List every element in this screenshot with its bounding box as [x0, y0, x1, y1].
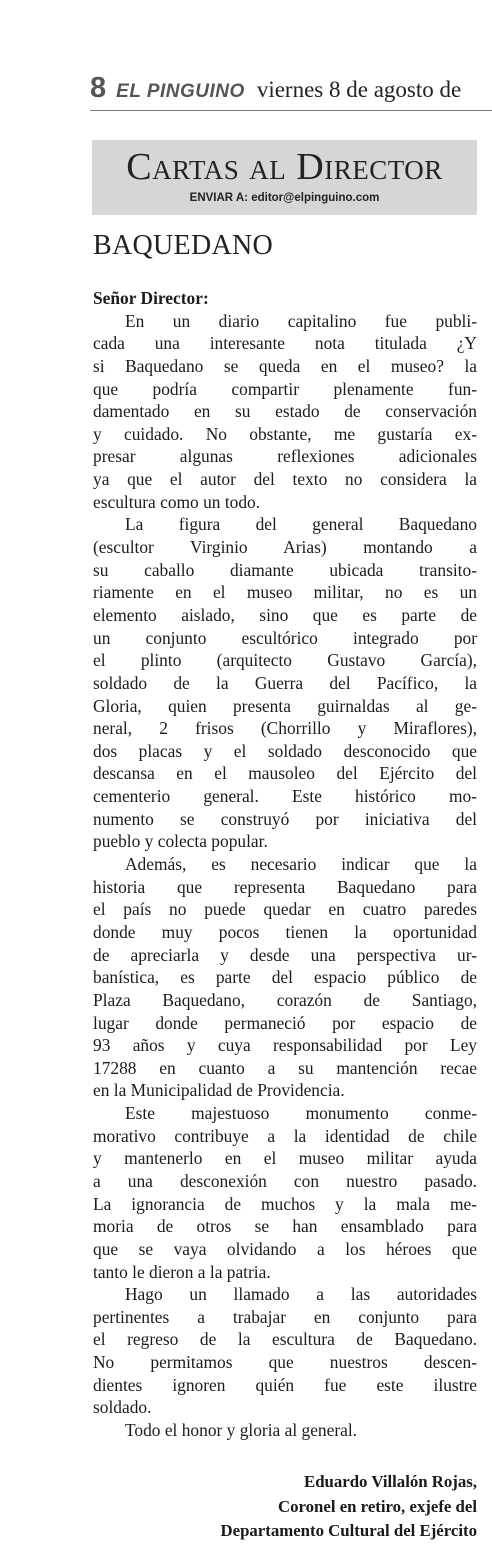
body-line: No permitamos que nuestros descen-: [93, 1352, 477, 1373]
body-line: que se vaya olvidando a los héroes que: [93, 1238, 477, 1259]
body-line: descansa en el mausoleo del Ejército del: [93, 763, 477, 784]
body-line: soldado de la Guerra del Pacífico, la: [93, 672, 477, 693]
body-line: La figura del general Baquedano: [125, 514, 477, 535]
body-line: si Baquedano se queda en el museo? la: [93, 355, 477, 376]
page-header: [90, 72, 492, 108]
body-line: pertinentes a trabajar en conjunto para: [93, 1306, 477, 1327]
body-line: (escultor Virginio Arias) montando a: [93, 537, 477, 558]
body-line: y mantenerlo en el museo militar ayuda: [93, 1148, 477, 1169]
signature-name: Eduardo Villalón Rojas,: [304, 1472, 477, 1491]
body-line: dientes ignoren quién fue este ilustre: [93, 1374, 477, 1395]
body-line: el regreso de la escultura de Baquedano.: [93, 1329, 477, 1350]
body-line: escultura como un todo.: [93, 491, 261, 512]
body-line: ya que el autor del texto no considera la: [93, 469, 477, 490]
body-line: banística, es parte del espacio público de: [93, 967, 477, 988]
body-line: elemento aislado, sino que es parte de: [93, 604, 477, 625]
section-banner: [92, 140, 477, 215]
body-line: 93 años y cuya responsabilidad por Ley: [93, 1035, 477, 1056]
signature-department: Departamento Cultural del Ejército: [220, 1521, 477, 1540]
body-line: en la Municipalidad de Providencia.: [93, 1080, 345, 1101]
body-line: cementerio general. Este histórico mo-: [93, 786, 477, 807]
body-line: que podría compartir plenamente fun-: [93, 378, 477, 399]
body-line: numento se construyó por iniciativa del: [93, 808, 477, 829]
article-body: [93, 287, 477, 1442]
body-line: La ignorancia de muchos y la mala me-: [93, 1193, 477, 1214]
body-line: Además, es necesario indicar que la: [125, 854, 477, 875]
section-title: Cartas al Director: [126, 146, 443, 188]
body-line: cada una interesante nota titulada ¿Y: [93, 333, 477, 354]
body-line: damentado en su estado de conservación: [93, 401, 477, 422]
body-line: Gloria, quien presenta guirnaldas al ge-: [93, 695, 477, 716]
section-subtitle: ENVIAR A: editor@elpinguino.com: [189, 192, 380, 204]
body-line: En un diario capitalino fue publi-: [125, 310, 477, 331]
page-number: 8: [90, 72, 107, 104]
header-rule: [90, 110, 492, 111]
body-line: y cuidado. No obstante, me gustaría ex-: [93, 423, 477, 444]
issue-date: viernes 8 de agosto de: [256, 77, 462, 102]
body-line: riamente en el museo militar, no es un: [93, 582, 477, 603]
body-line: neral, 2 frisos (Chorrillo y Miraflores),: [93, 718, 477, 739]
body-line: morativo contribuye a la identidad de chile: [93, 1125, 477, 1146]
body-line: 17288 en cuanto a su mantención recae: [93, 1057, 477, 1078]
body-line: a una desconexión con nuestro pasado.: [93, 1170, 477, 1191]
body-line: donde muy pocos tienen la oportunidad: [93, 921, 477, 942]
body-line: de apreciarla y desde una perspectiva ur-: [93, 944, 477, 965]
body-line: presar algunas reflexiones adicionales: [93, 446, 477, 467]
body-line: Hago un llamado a las autoridades: [125, 1284, 477, 1305]
body-line: el país no puede quedar en cuatro paredes: [93, 899, 477, 920]
body-line: dos placas y el soldado desconocido que: [93, 740, 477, 761]
signature-role: Coronel en retiro, exjefe del: [278, 1496, 477, 1516]
article-headline: BAQUEDANO: [93, 230, 274, 261]
newspaper-brand: EL PINGUINO: [116, 81, 245, 102]
body-line: soldado.: [93, 1397, 152, 1418]
salutation-line: Señor Director:: [93, 288, 209, 308]
body-line: historia que representa Baquedano para: [93, 876, 477, 897]
body-line: Este majestuoso monumento conme-: [125, 1103, 477, 1124]
body-line: Plaza Baquedano, corazón de Santiago,: [93, 989, 477, 1010]
body-line: pueblo y colecta popular.: [93, 831, 268, 852]
body-line: el plinto (arquitecto Gustavo García),: [93, 650, 477, 671]
body-line: su caballo diamante ubicada transito-: [93, 559, 477, 580]
body-line: un conjunto escultórico integrado por: [93, 627, 477, 648]
signature-block: [97, 1470, 477, 1544]
body-line: moria de otros se han ensamblado para: [93, 1216, 477, 1237]
body-line: Todo el honor y gloria al general.: [125, 1420, 358, 1441]
body-line: tanto le dieron a la patria.: [93, 1261, 271, 1282]
body-line: lugar donde permaneció por espacio de: [93, 1012, 477, 1033]
